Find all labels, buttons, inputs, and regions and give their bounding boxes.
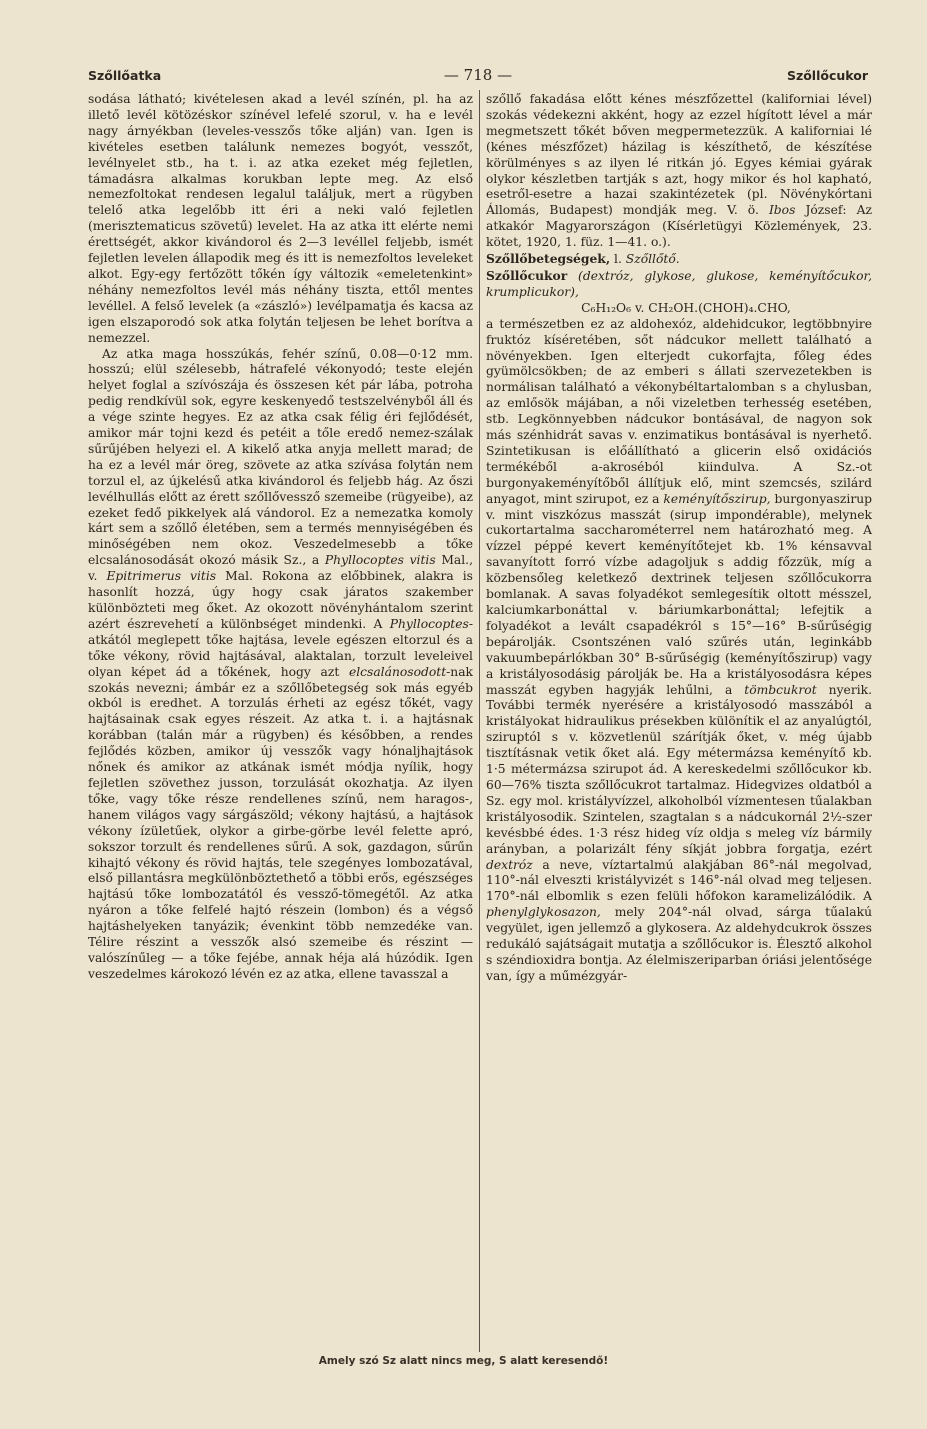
entry-headword: Szőllőcukor bbox=[486, 267, 568, 283]
entry-szollobetegsegek bbox=[486, 251, 872, 268]
italic-term: Epitrimerus vitis bbox=[106, 569, 217, 584]
chemical-formula: C₆H₁₂O₆ v. CH₂OH.(CHOH)₄.CHO, bbox=[581, 300, 791, 315]
text-run: Mal., v. bbox=[88, 553, 473, 584]
italic-term: phenylglykosazon, bbox=[486, 905, 601, 920]
italic-term: dextróz bbox=[486, 857, 533, 872]
text-run: szőllő fakadása előtt kénes mészfőzettel (kaliforniai lével) szokás védekezni akként, hogy az ezzel hígított lével a már megmetszett tőkét bőven megpermetezzük. A kaliforniai lé (kénes mészfőzet) házilag is készíthető, de készítése körülményes s az ilyen lé ritkán jó. Egyes kémiai gyárak olykor készletben tartják s azt, hogy mikor és hol kapható, esetről-esetre a hazai szakintézetek (pl. Növénykórtani Állomás, Budapest) mondják meg. V. ö. bbox=[486, 92, 872, 218]
text-run: József: Az atkakór Magyarországon (Kísérletügyi Közlemények, 23. kötet, 1920, 1. füz. 1—41. o.). bbox=[486, 203, 872, 250]
footer-note: Amely szó Sz alatt nincs meg, S alatt keresendő! bbox=[318, 1355, 609, 1367]
entry-headword: Szőllőbetegségek, bbox=[486, 251, 611, 267]
italic-term: tömbcukrot bbox=[744, 682, 817, 697]
right-paragraph-1 bbox=[486, 92, 872, 251]
text-run: a természetben ez az aldohexóz, aldehidcukor, legtöbbnyire fruktóz kíséretében, sőt nádcukor mellett található a növényekben. Igen elterjedt cukorfajta, főleg édes gyümölcsökben; de az emberi s állati szervezetekben is normálisan található a vékonybéltartalomban s a chylusban, az emlősök májában, a női vizeletben terhesség esetében, stb. Legkönnyebben nádcukor bontásával, de nagyon sok más szénhidrát savas v. enzimatikus bontásával is nyerhető. Szintetikusan is előállítható a glicerin első oxidációs termékéből a-akroséból kiindulva. A Sz.-ot burgonyakeményítőből állítjuk elő, mint szemcsés, szilárd anyagot, mint szirupot, ez a bbox=[486, 316, 872, 506]
text-run: l. bbox=[614, 252, 622, 267]
synonyms: (dextróz, glykose, glukose, keményítőcukor, krumplicukor), bbox=[486, 268, 872, 299]
cross-reference: Szőllőtő. bbox=[625, 252, 680, 267]
text-run: burgonyaszirup v. mint viszkózus masszát (sirup impondérable), melynek cukortartalma saccharométerrel nem határozható meg. A vízzel péppé kevert keményítőtejet kb. 1% kénsavval savanyított forró vízbe adagoljuk s addig főzzük, míg a közbensőleg keletkező dextrinek teljesen szőllőcukorra bomlanak. A savas folyadékot semlegesítik oltott mésszel, kalciumkarbonáttal v. báriumkarbonáttal; lefejtik a folyadékot a levált csapadékról s 15°—16° B-sűrűségig bepárolják. Csontszénen való szűrés után, leginkább vakuumbepárlókban 30° B-sűrűségig (keményítőszirup) vagy a kristályosodásig párolják be. Ha a kristályosodásra képes masszát egyben hagyják lehűlni, a bbox=[486, 491, 872, 697]
left-column bbox=[88, 92, 473, 983]
text-run: mely 204°-nál olvad, sárga tűalakú vegyület, igen jellemző a glykosera. Az aldehydcukrok összes redukáló sajátságait mutatja a szőllőcukor is. Élesztő alkohol s széndioxidra bontja. Az élelmiszeriparban óriási jelentősége van, így a műmézgyár- bbox=[486, 905, 872, 983]
italic-term: keményítőszirup, bbox=[663, 491, 771, 506]
left-paragraph-2 bbox=[88, 347, 473, 983]
header-right-word: Szőllőcukor bbox=[786, 68, 868, 83]
italic-term: elcsalánosodott bbox=[348, 664, 447, 679]
right-paragraph-2 bbox=[486, 317, 872, 985]
left-paragraph-1: sodása látható; kivételesen akad a levél színén, pl. ha az illető levél kötözéskor színével lefelé szorul, v. ha e levél nagy árnyékban (leveles-vesszős tőke alján) van. Igen is kivételes esetben találunk nemezes bogyót, vesszőt, levélnyelet stb., ha t. i. az atka ezeket még fejletlen, támadásra alkalmas korukban lepte meg. Az első nemezfoltokat rendesen legalul találjuk, mert a rügyben telelő atka legelőbb itt éri a neki való fejletlen (merisztematicus szövetű) levelet. Ha az atka itt elérte nemi érettségét, akkor kivándorol és 2—3 levéllel feljebb, ismét fejletlen levelen állapodik meg és itt is nemezfoltos leveleket alkot. Egy-egy fertőzött tőkén így változik «emeletenkint» néhány nemezfoltos levél más néhány tiszta, ettől mentes levéllel. A felső levelek (a «zászló») levélpamatja és kacsa az igen elszaporodó sok atka folytán teljesen be lehet borítva a nemezzel. bbox=[88, 92, 473, 345]
italic-term: Phyllocoptes vitis bbox=[324, 553, 436, 568]
column-divider bbox=[479, 90, 480, 1352]
entry-szollocukor bbox=[486, 268, 872, 301]
italic-term: Phyllocoptes bbox=[389, 616, 469, 631]
header-left-word: Szőllőatka bbox=[88, 68, 162, 83]
text-run: -atkától meglepett tőke hajtása, levele egészen eltorzul és a tőke vékony, rövid hajtásával, alaktalan, torzult leveleivel olyan képet ád a tőkének, hogy azt bbox=[88, 616, 473, 679]
page-number: — 718 — bbox=[443, 66, 513, 84]
text-run: -nak szokás nevezni; ámbár ez a szőllőbetegség sok más egyéb okból is eredhet. A torzulás érheti az egész tőkét, vagy hajtásainak csak egyes részeit. Az atka t. i. a hajtásnak korábban (talán már a rügyben) és későbben, a rendes fejlődés közben, amikor új vesszők vagy hónaljhajtások nőnek és amikor az atkának ismét módja nyílik, hogy fejletlen szövethez jusson, torzulását okozhatja. Az ilyen tőke, vagy tőke része rendellenes színű, nem haragos-, hanem világos vagy sárgászöld; vékony hajtású, a hajtások vékony ízületűek, olykor a girbe-görbe levél felette apró, sokszor torzult és rendellenes sűrű. A sok, gazdagon, sűrűn kihajtó vékony és rövid hajtás, tele szegényes lombozatával, első pillantásra megkülönböztethető a többi erős, egészséges hajtású tőke lombozatától és vessző-tömegétől. Az atka nyáron a tőke felfelé hajtó részein (lombon) és a végső hajtáshelyeken tanyázik; évenkint több nemzedéke van. Télire részint a vesszők alsó szemeibe és részint — valószínűleg — a tőke fejébe, annak héja alá húzódik. Igen veszedelmes károkozó lévén ez az atka, ellene tavasszal a bbox=[88, 664, 473, 981]
italic-term: Ibos bbox=[768, 203, 796, 218]
right-column bbox=[486, 92, 872, 985]
running-header bbox=[88, 68, 868, 88]
text-run: Az atka maga hosszúkás, fehér színű, 0.08—0·12 mm. hosszú; elül szélesebb, hátrafelé vékonyodó; teste elején helyet foglal a szívószája és összesen két pár lába, potroha pedig rendkívül sok, egyre keskenyedő testszelvényből áll és a vége szinte hegyes. Ez az atka csak félig éri fejlődését, amikor már tojni kezd és petéit a tőle eredő nemez-szálak sűrűjében helyezi el. A kikelő atka anyja mellett marad; de ha ez a levél már öreg, szövete az atka szívása folytán nem torzul el, az újkelésű atka kivándorol és feljebb hág. Az őszi levélhullás előtt az érett szőllővessző szemeibe (rügyeibe), az ezeket fedő pikkelyek alá vándorol. Ez a nemezatka komoly kárt sem a szőllő életében, sem a termés mennyiségében és minőségében nem okoz. Veszedelmesebb a tőke elcsalánosodását okozó másik Sz., a bbox=[88, 346, 473, 568]
text-run: Mal. Rokona az előbbinek, alakra is hasonlít hozzá, úgy hogy csak járatos szakember különbözteti meg őket. Az okozott növényhántalom szerint azért észrevehetí a különbséget mindenki. A bbox=[88, 569, 473, 631]
text-run: nyerik. További termék nyerésére a kristályosodó masszából a kristályokat hidraulikus présekben különítik el az anyalúgtól, sziruptól s v. közvetlenül szárítják őket, v. még újabb tisztításnak vetik őket alá. Egy métermázsa keményítő kb. 1·5 métermázsa szirupot ád. A kereskedelmi szőllőcukor kb. 60—76% tiszta szőllőcukrot tartalmaz. Hidegvizes oldatból a Sz. egy mol. kristályvízzel, alkoholból vízmentesen tűalakban kristályosodik. Szintelen, szagtalan s a nádcukornál 2½-szer kevésbbé édes. 1·3 rész hideg víz oldja s meleg víz bármily arányban, a polarizált fény síkját jobbra forgatja, ezért bbox=[486, 682, 872, 856]
text-run: a neve, víztartalmú alakjában 86°-nál megolvad, 110°-nál elveszti kristályvizét s 146°-nál olvad meg teljesen. 170°-nál elbomlik s ezen felüli hőfokon karamelizálódik. A bbox=[486, 857, 872, 904]
